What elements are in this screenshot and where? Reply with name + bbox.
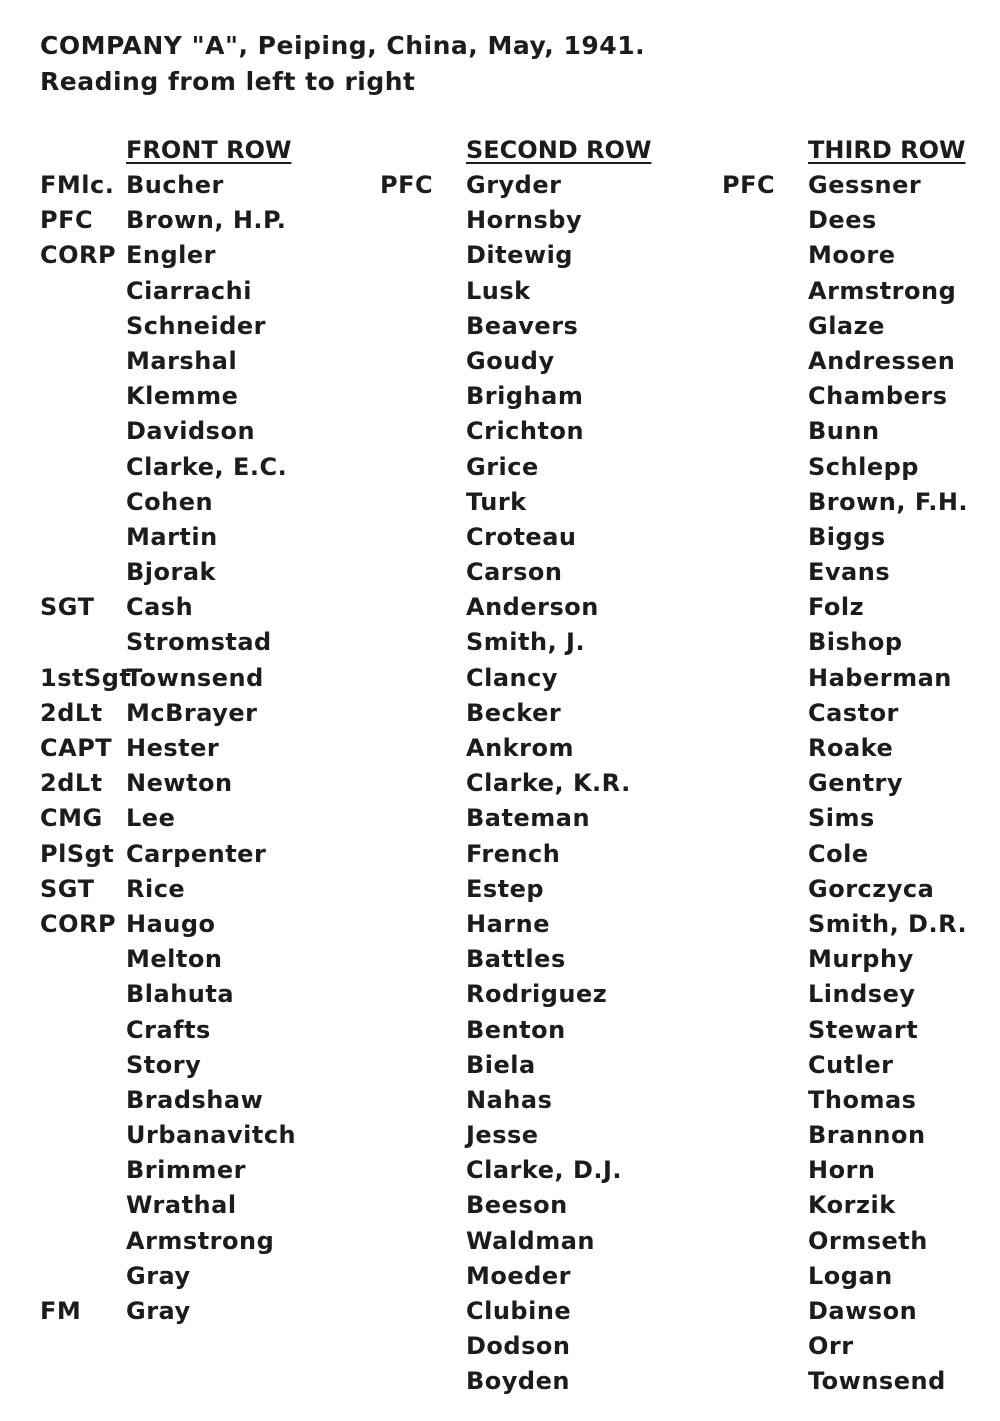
list-item: [380, 520, 700, 555]
list-item: [40, 555, 370, 590]
person-name: Ditewig: [466, 241, 573, 270]
person-name: Melton: [126, 945, 223, 974]
list-item: [40, 801, 370, 836]
person-name: Jesse: [466, 1121, 539, 1150]
list-item: [380, 872, 700, 907]
person-name: Cutler: [808, 1050, 894, 1079]
list-item: [380, 977, 700, 1012]
person-name: Grice: [466, 452, 539, 481]
person-name: Lee: [126, 804, 176, 833]
second-row-list: [380, 168, 700, 1400]
rank-label: PFC: [380, 171, 434, 199]
rank-label: PFC: [722, 171, 776, 199]
list-item: [40, 1118, 370, 1153]
person-name: Rice: [126, 874, 186, 903]
list-item: [380, 942, 700, 977]
list-item: [40, 942, 370, 977]
list-item: [722, 555, 992, 590]
list-item: [40, 379, 370, 414]
person-name: Murphy: [808, 945, 914, 974]
person-name: Dawson: [808, 1297, 918, 1325]
list-item: [380, 1294, 700, 1329]
person-name: Clancy: [466, 663, 558, 692]
list-item: [380, 1329, 700, 1364]
person-name: Logan: [808, 1261, 893, 1290]
person-name: Hester: [126, 734, 220, 762]
person-name: Newton: [126, 769, 233, 798]
person-name: Story: [126, 1050, 202, 1079]
person-name: Townsend: [126, 663, 264, 692]
rank-label: 1stSgt: [40, 663, 132, 692]
person-name: Waldman: [466, 1226, 596, 1255]
list-item: [40, 837, 370, 872]
list-item: [380, 1364, 700, 1399]
person-name: Gray: [126, 1297, 191, 1325]
person-name: Smith, J.: [466, 628, 586, 657]
person-name: Orr: [808, 1332, 854, 1361]
person-name: Schlepp: [808, 452, 919, 481]
header-subtitle: Reading from left to right: [40, 67, 416, 96]
person-name: Brimmer: [126, 1156, 246, 1185]
rank-label: SGT: [40, 593, 95, 622]
list-item: [40, 977, 370, 1012]
list-item: [40, 872, 370, 907]
list-item: [380, 450, 700, 485]
person-name: Chambers: [808, 382, 948, 411]
list-item: [722, 1013, 992, 1048]
person-name: Folz: [808, 593, 865, 622]
person-name: Ankrom: [466, 734, 574, 762]
list-item: [40, 1153, 370, 1188]
list-item: [722, 1294, 992, 1329]
rank-label: 2dLt: [40, 769, 103, 798]
list-item: [40, 238, 370, 273]
list-item: [40, 731, 370, 766]
list-item: [40, 1188, 370, 1223]
person-name: Marshal: [126, 346, 238, 375]
list-item: [380, 731, 700, 766]
list-item: [380, 1224, 700, 1259]
list-item: [722, 379, 992, 414]
person-name: Bateman: [466, 804, 591, 833]
person-name: Wrathal: [126, 1191, 237, 1220]
list-item: [380, 555, 700, 590]
list-item: [722, 1048, 992, 1083]
list-item: [380, 309, 700, 344]
list-item: [40, 1013, 370, 1048]
person-name: Turk: [466, 487, 527, 516]
list-item: [722, 696, 992, 731]
list-item: [722, 274, 992, 309]
person-name: Andressen: [808, 346, 956, 375]
person-name: Ormseth: [808, 1226, 928, 1255]
list-item: [380, 1153, 700, 1188]
person-name: French: [466, 839, 561, 868]
list-item: [722, 1118, 992, 1153]
list-item: [40, 661, 370, 696]
list-item: [380, 1118, 700, 1153]
list-item: [722, 731, 992, 766]
person-name: Biggs: [808, 522, 886, 551]
list-item: [40, 696, 370, 731]
person-name: Cole: [808, 839, 869, 868]
person-name: Haugo: [126, 909, 216, 938]
person-name: Moeder: [466, 1261, 571, 1290]
person-name: Battles: [466, 945, 566, 974]
list-item: [380, 837, 700, 872]
list-item: [722, 1224, 992, 1259]
person-name: Thomas: [808, 1085, 917, 1114]
list-item: [40, 274, 370, 309]
person-name: Becker: [466, 698, 562, 727]
person-name: Davidson: [126, 417, 256, 446]
list-item: [722, 977, 992, 1012]
rank-label: CORP: [40, 909, 117, 938]
person-name: Beeson: [466, 1191, 568, 1220]
list-item: [722, 450, 992, 485]
person-name: Dees: [808, 206, 877, 235]
person-name: Gorczyca: [808, 874, 935, 903]
person-name: Gray: [126, 1261, 191, 1290]
person-name: Klemme: [126, 382, 239, 411]
rank-label: PlSgt: [40, 839, 115, 868]
list-item: [722, 1329, 992, 1364]
list-item: [722, 203, 992, 238]
person-name: Haberman: [808, 663, 952, 692]
person-name: Gentry: [808, 769, 904, 798]
list-item: [722, 238, 992, 273]
person-name: Blahuta: [126, 980, 235, 1009]
list-item: [40, 1224, 370, 1259]
third-row-column: [722, 133, 992, 1400]
person-name: Ciarrachi: [126, 276, 252, 305]
header-title: COMPANY "A", Peiping, China, May, 1941.: [40, 31, 646, 60]
rank-label: CORP: [40, 241, 117, 270]
person-name: Carpenter: [126, 839, 267, 868]
list-item: [40, 1259, 370, 1294]
list-item: [380, 1048, 700, 1083]
list-item: [722, 1188, 992, 1223]
list-item: [380, 1259, 700, 1294]
list-item: [380, 274, 700, 309]
person-name: Brigham: [466, 382, 584, 411]
person-name: Armstrong: [808, 276, 957, 305]
person-name: Gryder: [466, 171, 562, 199]
person-name: Stromstad: [126, 628, 272, 657]
person-name: Lindsey: [808, 980, 916, 1009]
list-item: [722, 1083, 992, 1118]
list-item: [40, 590, 370, 625]
person-name: Brown, H.P.: [126, 206, 287, 235]
person-name: Clarke, E.C.: [126, 452, 288, 481]
list-item: [40, 907, 370, 942]
person-name: Harne: [466, 909, 550, 938]
person-name: Clarke, D.J.: [466, 1156, 623, 1185]
list-item: [722, 801, 992, 836]
list-item: [380, 203, 700, 238]
person-name: Estep: [466, 874, 545, 903]
list-item: [40, 520, 370, 555]
person-name: Beavers: [466, 311, 579, 340]
person-name: Stewart: [808, 1015, 919, 1044]
person-name: Brannon: [808, 1121, 926, 1150]
person-name: Castor: [808, 698, 899, 727]
list-item: [40, 485, 370, 520]
person-name: Lusk: [466, 276, 531, 305]
list-item: [722, 625, 992, 660]
person-name: Cash: [126, 593, 194, 622]
person-name: Cohen: [126, 487, 214, 516]
list-item: [40, 168, 370, 203]
list-item: [722, 766, 992, 801]
list-item: [40, 344, 370, 379]
person-name: Glaze: [808, 311, 885, 340]
person-name: Crafts: [126, 1015, 211, 1044]
list-item: [722, 414, 992, 449]
person-name: Evans: [808, 558, 891, 587]
list-item: [722, 661, 992, 696]
person-name: Gessner: [808, 171, 922, 199]
list-item: [40, 1083, 370, 1118]
list-item: [380, 907, 700, 942]
rank-label: FM: [40, 1297, 82, 1325]
person-name: Clubine: [466, 1297, 572, 1325]
person-name: Roake: [808, 734, 894, 762]
person-name: Carson: [466, 558, 563, 587]
person-name: Goudy: [466, 346, 555, 375]
list-item: [722, 1259, 992, 1294]
person-name: Armstrong: [126, 1226, 275, 1255]
list-item: [722, 344, 992, 379]
rank-label: FMlc.: [40, 171, 115, 199]
list-item: [40, 1294, 370, 1329]
person-name: Bradshaw: [126, 1085, 264, 1114]
list-item: [722, 942, 992, 977]
list-item: [40, 309, 370, 344]
person-name: Rodriguez: [466, 980, 608, 1009]
front-row-heading: FRONT ROW: [126, 136, 292, 164]
front-row-list: [40, 168, 370, 1329]
rank-label: CAPT: [40, 734, 113, 762]
person-name: McBrayer: [126, 698, 258, 727]
list-item: [380, 661, 700, 696]
list-item: [380, 485, 700, 520]
person-name: Engler: [126, 241, 216, 270]
person-name: Bunn: [808, 417, 880, 446]
list-item: [380, 414, 700, 449]
list-item: [722, 1364, 992, 1399]
rank-label: CMG: [40, 804, 103, 833]
person-name: Smith, D.R.: [808, 909, 968, 938]
list-item: [40, 766, 370, 801]
document-header: [40, 28, 645, 100]
person-name: Clarke, K.R.: [466, 769, 631, 798]
person-name: Sims: [808, 804, 875, 833]
person-name: Croteau: [466, 522, 577, 551]
person-name: Townsend: [808, 1367, 946, 1396]
list-item: [722, 1153, 992, 1188]
list-item: [380, 696, 700, 731]
person-name: Dodson: [466, 1332, 571, 1361]
second-row-column: [380, 133, 700, 1400]
list-item: [722, 309, 992, 344]
person-name: Bjorak: [126, 558, 216, 587]
person-name: Nahas: [466, 1085, 553, 1114]
person-name: Boyden: [466, 1367, 570, 1396]
person-name: Crichton: [466, 417, 585, 446]
rank-label: SGT: [40, 874, 95, 903]
list-item: [380, 1013, 700, 1048]
third-row-heading: THIRD ROW: [808, 136, 966, 164]
person-name: Benton: [466, 1015, 566, 1044]
list-item: [380, 590, 700, 625]
person-name: Brown, F.H.: [808, 487, 969, 516]
list-item: [380, 168, 700, 203]
list-item: [380, 379, 700, 414]
list-item: [722, 168, 992, 203]
list-item: [40, 1048, 370, 1083]
list-item: [40, 203, 370, 238]
person-name: Bucher: [126, 171, 224, 199]
list-item: [722, 872, 992, 907]
list-item: [40, 450, 370, 485]
list-item: [722, 520, 992, 555]
person-name: Bishop: [808, 628, 903, 657]
person-name: Schneider: [126, 311, 266, 340]
front-row-column: [40, 133, 370, 1329]
list-item: [380, 344, 700, 379]
list-item: [380, 625, 700, 660]
person-name: Moore: [808, 241, 896, 270]
person-name: Martin: [126, 522, 218, 551]
person-name: Anderson: [466, 593, 599, 622]
second-row-heading: SECOND ROW: [466, 136, 652, 164]
list-item: [40, 414, 370, 449]
list-item: [380, 1083, 700, 1118]
person-name: Urbanavitch: [126, 1121, 297, 1150]
list-item: [380, 766, 700, 801]
list-item: [722, 907, 992, 942]
rank-label: PFC: [40, 206, 94, 235]
list-item: [380, 238, 700, 273]
person-name: Biela: [466, 1050, 536, 1079]
list-item: [380, 801, 700, 836]
person-name: Hornsby: [466, 206, 583, 235]
person-name: Korzik: [808, 1191, 896, 1220]
list-item: [722, 485, 992, 520]
third-row-list: [722, 168, 992, 1400]
list-item: [40, 625, 370, 660]
list-item: [722, 837, 992, 872]
list-item: [722, 590, 992, 625]
list-item: [380, 1188, 700, 1223]
person-name: Horn: [808, 1156, 876, 1185]
rank-label: 2dLt: [40, 698, 103, 727]
